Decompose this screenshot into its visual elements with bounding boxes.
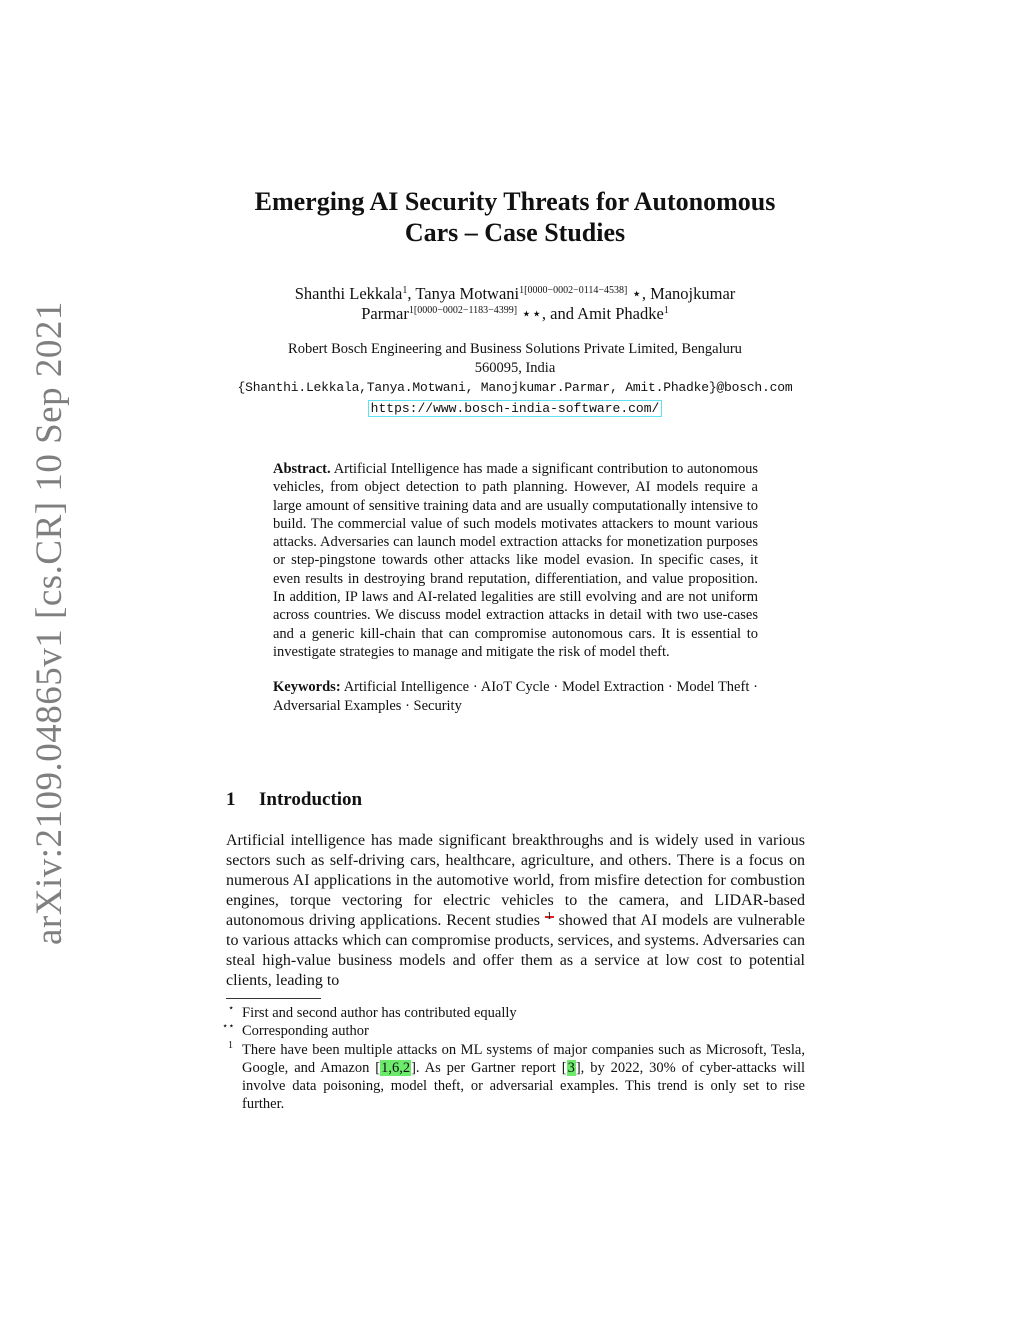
affiliation-block [200,340,830,418]
footnote-text: There have been multiple attacks on ML systems of major companies such as Microsoft, Tesla, Google, and Amazon [ [242,1041,805,1076]
intro-text: Artificial intelligence has made significant breakthroughs and is widely used in various sectors such as self-driving cars, healthcare, agriculture, and others. There is a focus on numerous AI applications in the automotive world, from misfire detection for combustion engines, torque vectoring for electric vehicles to the camera, and LIDAR-based autonomous driving applications. Recent studies [226,832,805,929]
section-title: Introduction [259,789,363,810]
paper-title [180,186,850,248]
abstract-label: Abstract. [273,461,331,477]
author-footnote-mark: ⋆⋆ [517,304,542,323]
author-name: , and Amit Phadke [541,304,664,323]
abstract-block [273,460,758,715]
footnote [226,1004,805,1022]
section-heading [226,788,806,812]
footnote-text: ], by 2022, 30% of cyber-attacks will involve data poisoning, model theft, or adversarial examples. This trend is only set to rise further. [242,1059,806,1113]
affiliation-line-2: 560095, India [474,360,556,376]
title-line-1: Emerging AI Security Threats for Autonomous [254,187,776,216]
author-name: Shanthi Lekkala [294,284,403,303]
author-name: Parmar [361,304,409,323]
citation-link[interactable]: 1,6,2 [381,1059,411,1076]
footnote-reference-link[interactable]: 1 [546,911,552,922]
footnote-text: First and second author has contributed equally [242,1005,517,1021]
affiliation-line-1: Robert Bosch Engineering and Business Solutions Private Limited, Bengaluru [288,341,742,357]
footnote-divider [226,998,321,999]
author-emails: {Shanthi.Lekkala,Tanya.Motwani, Manojkumar.Parmar, Amit.Phadke}@bosch.com [237,380,793,395]
author-orcid: 1[0000−0002−1183−4399] [408,305,518,316]
keywords-text: Artificial Intelligence · AIoT Cycle · Model Extraction · Model Theft · Adversarial Examples · Security [273,679,758,714]
footnote-mark: 1 [228,1039,233,1051]
footnotes-block [222,1003,806,1114]
author-orcid: 1[0000−0002−0114−4538] [519,285,628,296]
footnote-mark: ⋆ [228,1003,235,1014]
abstract-text: Artificial Intelligence has made a significant contribution to autonomous vehicles, from object detection to path planning. However, AI models require a large amount of sensitive training data and are usually computationally intensive to build. The commercial value of such models motivates attackers to mount various attacks. Adversaries can launch model extraction attacks for monetization purposes or step-pingstone towards other attacks like model evasion. In specific cases, it even results in destroying brand reputation, differentiation, and value proposition. In addition, IP laws and AI-related legalities are still evolving and are not uniform across countries. We discuss model extraction attacks in detail with two use-cases and a generic kill-chain that can compromise autonomous cars. It is essential to investigate strategies to manage and mitigate the risk of model theft. [273,461,758,660]
intro-text: showed that AI models are vulnerable to various attacks which can compromise products, services, and systems. Adversaries can steal high-value business models and offer them as a service at low cost to potential clients, leading to [226,912,805,989]
citation-link[interactable]: 3 [567,1059,575,1076]
introduction-paragraph [226,831,805,991]
footnote-mark: ⋆⋆ [222,1021,235,1033]
section-number: 1 [226,789,236,810]
author-name: , Manojkumar [641,284,736,303]
arxiv-identifier-stamp: arXiv:2109.04865v1 [cs.CR] 10 Sep 2021 [29,301,70,945]
author-footnote-mark: ⋆ [627,284,642,303]
footnote-text: Corresponding author [242,1023,369,1040]
title-line-2: Cars – Case Studies [404,218,626,247]
affiliation-url-link[interactable]: https://www.bosch-india-software.com/ [368,400,663,417]
keywords-paragraph [273,678,758,715]
footnote-text: ]. As per Gartner report [ [411,1059,567,1076]
author-name: , Tanya Motwani [407,284,520,303]
keywords-label: Keywords: [273,679,341,696]
author-affiliation-mark: 1 [402,285,408,296]
footnote [226,1041,805,1114]
footnote [222,1021,805,1040]
author-list [215,284,815,324]
abstract-paragraph [273,460,758,661]
author-affiliation-mark: 1 [663,305,669,316]
